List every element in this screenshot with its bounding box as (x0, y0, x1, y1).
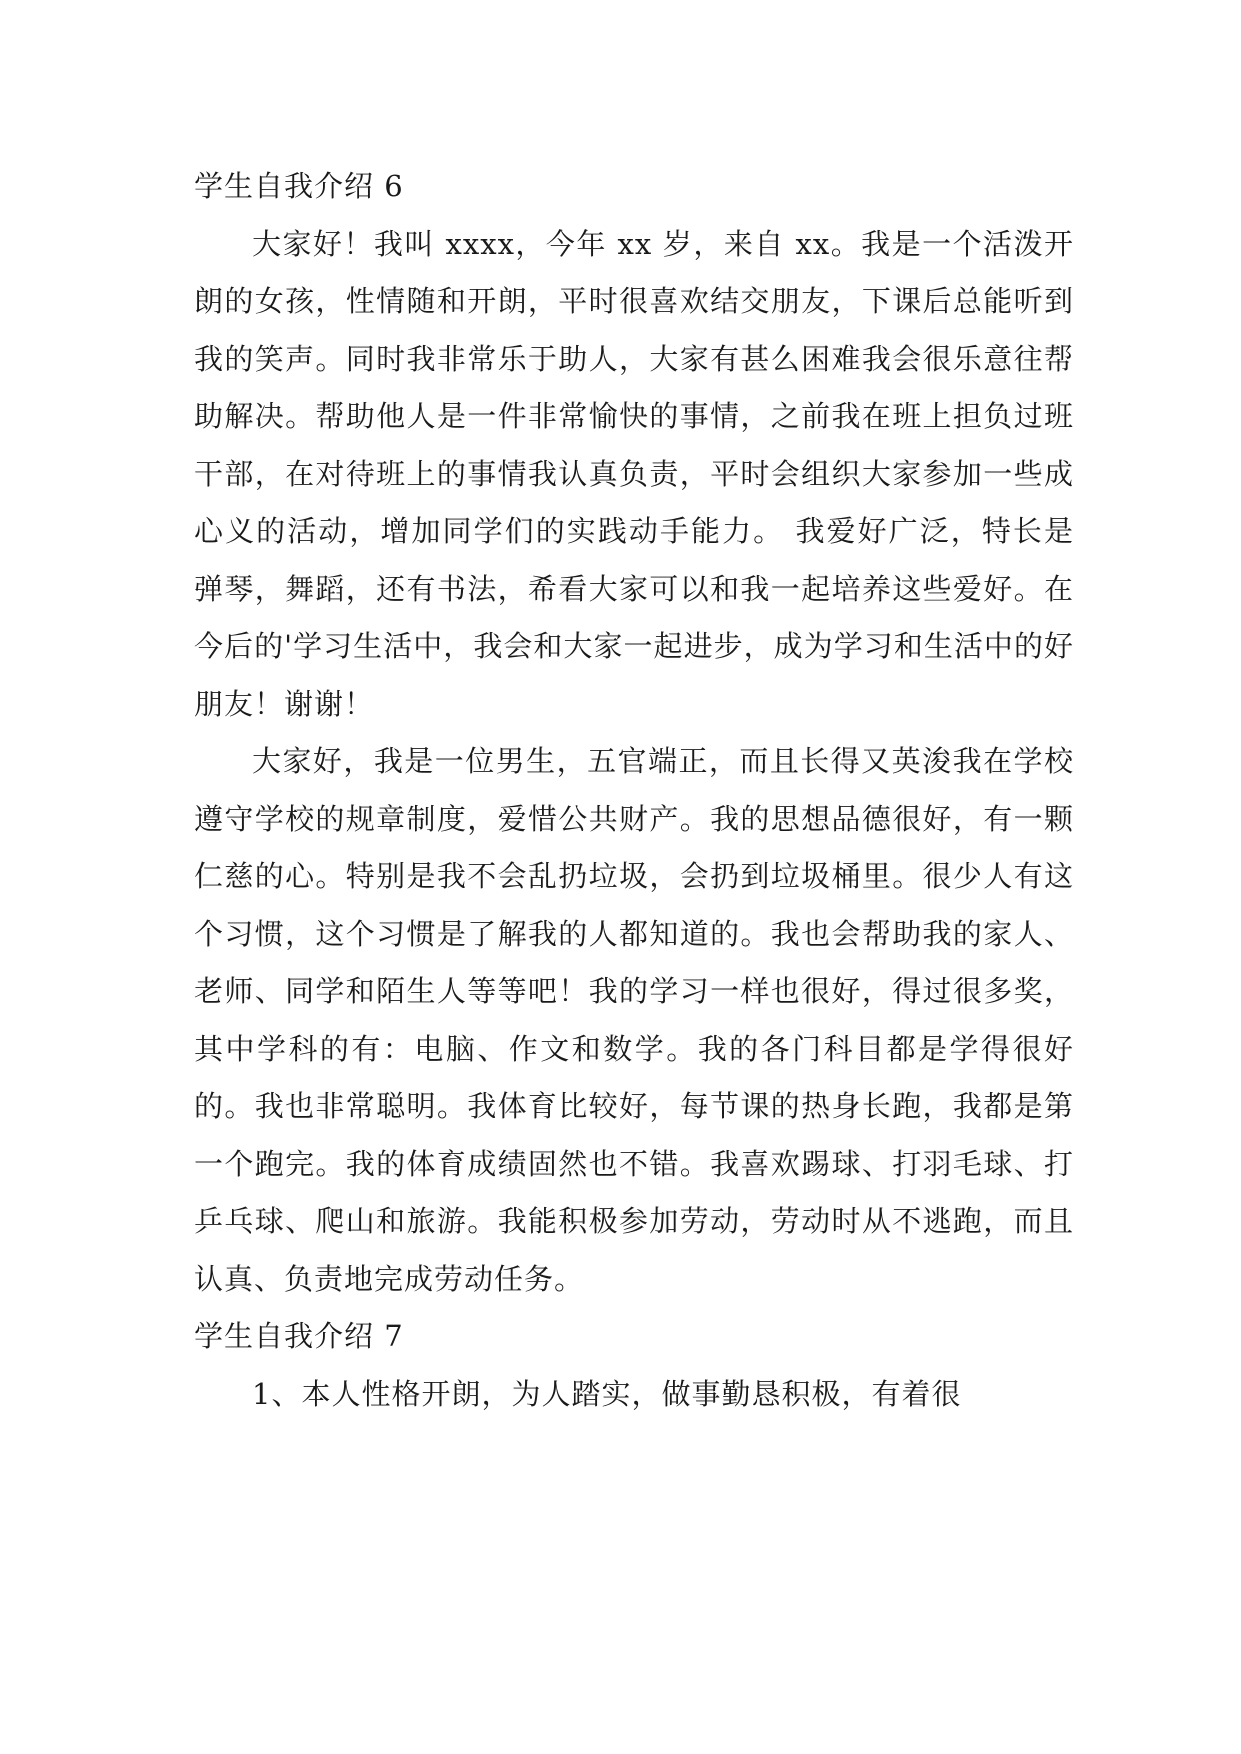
paragraph: 大家好！我叫 xxxx，今年 xx 岁，来自 xx。我是一个活泼开朗的女孩，性情随和开朗，平时很喜欢结交朋友，下课后总能听到我的笑声。同时我非常乐于助人，大家有甚么困难我会很乐意往帮助解决。帮助他人是一件非常愉快的事情，之前我在班上担负过班干部，在对待班上的事情我认真负责，平时会组织大家参加一些成心义的活动，增加同学们的实践动手能力。 我爱好广泛，特长是弹琴，舞蹈，还有书法，希看大家可以和我一起培养这些爱好。在今后的'学习生活中，我会和大家一起进步，成为学习和生活中的好朋友！谢谢！ (194, 226, 1074, 721)
document-body (194, 158, 1074, 1423)
paragraph: 1、本人性格开朗，为人踏实，做事勤恳积极，有着很 (252, 1376, 962, 1411)
section-title: 学生自我介绍 7 (194, 1319, 404, 1353)
paragraph: 大家好，我是一位男生，五官端正，而且长得又英浚我在学校遵守学校的规章制度，爱惜公共财产。我的思想品德很好，有一颗仁慈的心。特别是我不会乱扔垃圾，会扔到垃圾桶里。很少人有这个习惯，这个习惯是了解我的人都知道的。我也会帮助我的家人、老师、同学和陌生人等等吧！我的学习一样也很好，得过很多奖，其中学科的有：电脑、作文和数学。我的各门科目都是学得很好的。我也非常聪明。我体育比较好，每节课的热身长跑，我都是第一个跑完。我的体育成绩固然也不错。我喜欢踢球、打羽毛球、打乒乓球、爬山和旅游。我能积极参加劳动，劳动时从不逃跑，而且认真、负责地完成劳动任务。 (194, 744, 1074, 1296)
section-title: 学生自我介绍 6 (194, 169, 404, 203)
